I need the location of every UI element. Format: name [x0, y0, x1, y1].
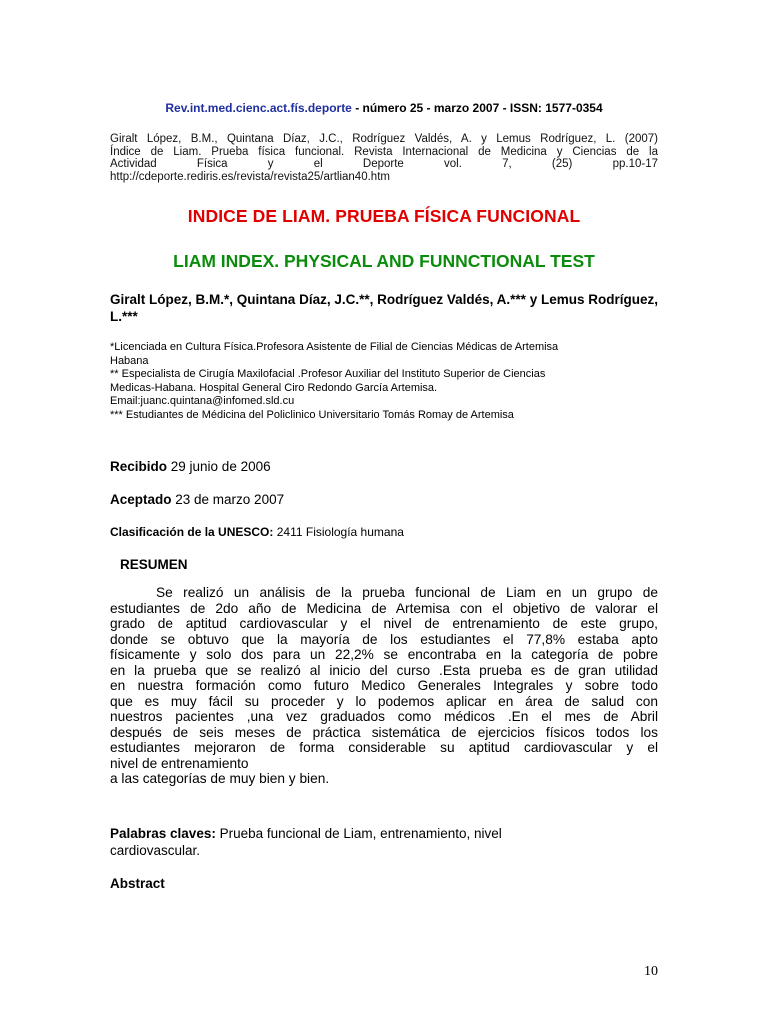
journal-header	[0, 101, 768, 115]
resumen-heading: RESUMEN	[120, 557, 188, 572]
resumen-line: a las categorías de muy bien y bien.	[110, 771, 330, 786]
resumen-body	[110, 585, 658, 787]
title-spanish: INDICE DE LIAM. PRUEBA FÍSICA FUNCIONAL	[187, 206, 581, 226]
resumen-line: físicamente y solo dos para un 22,2% se encontraba en la categoría de pobre	[110, 647, 658, 662]
resumen-line: estudiantes mejoraron de forma considerable su aptitud cardiovascular y el	[110, 740, 658, 755]
unesco-classification	[110, 525, 404, 539]
received-date	[110, 459, 271, 474]
affiliation-line: *Licenciada en Cultura Física.Profesora Asistente de Filial de Ciencias Médicas de Artemisa	[110, 341, 559, 353]
resumen-line: nuestros pacientes ,una vez graduados como médicos .En el mes de Abril	[110, 709, 658, 724]
accepted-value: 23 de marzo 2007	[171, 492, 285, 507]
authors: Giralt López, B.M.*, Quintana Díaz, J.C.**, Rodríguez Valdés, A.*** y Lemus Rodríguez, L.***	[110, 292, 658, 324]
affiliation-line: *** Estudiantes de Médicina del Policlinico Universitario Tomás Romay de Artemisa	[110, 408, 514, 421]
title-english: LIAM INDEX. PHYSICAL AND FUNNCTIONAL TEST	[173, 251, 595, 271]
journal-issue-details: - número 25 - marzo 2007 - ISSN: 1577-0354	[351, 101, 603, 115]
citation-url: http://cdeporte.rediris.es/revista/revista25/artlian40.htm	[110, 170, 390, 183]
affiliation-line: Medicas-Habana. Hospital General Ciro Redondo García Artemisa.	[110, 381, 438, 394]
accepted-label: Aceptado	[110, 492, 172, 507]
resumen-line: después de seis meses de práctica sistemática de ejercicios físicos todos los	[110, 724, 658, 740]
affiliation-line: Habana	[110, 354, 149, 367]
resumen-line: en la prueba que se realizó al inicio del curso .Esta prueba es de gran utilidad	[110, 662, 658, 678]
resumen-line: que es muy fácil su proceder y lo podemos aplicar en área de salud con	[110, 693, 658, 709]
unesco-value: 2411 Fisiología humana	[273, 525, 404, 539]
resumen-line: en nuestra formación como futuro Medico Generales Integrales y sobre todo	[110, 678, 658, 693]
accepted-date	[110, 492, 284, 507]
affiliation-email: Email:juanc.quintana@infomed.sld.cu	[110, 395, 295, 408]
unesco-label: Clasificación de la UNESCO:	[110, 525, 274, 539]
citation-block	[110, 133, 658, 183]
received-value: 29 junio de 2006	[167, 459, 271, 474]
citation-line: Giralt López, B.M., Quintana Díaz, J.C., Rodríguez Valdés, A. y Lemus Rodríguez, L. (2007)	[110, 133, 658, 145]
citation-line: Índice de Liam. Prueba física funcional. Revista Internacional de Medicina y Ciencias de la	[110, 145, 658, 158]
resumen-line: donde se obtuvo que la mayoría de los estudiantes el 77,8% estaba apto	[110, 631, 658, 647]
affiliations	[110, 341, 658, 423]
received-label: Recibido	[110, 459, 168, 474]
journal-name: Rev.int.med.cienc.act.fís.deporte	[165, 101, 352, 115]
citation-line: Actividad Física y el Deporte vol. 7, (25) pp.10-17	[110, 158, 658, 171]
resumen-line: Se realizó un análisis de la prueba funcional de Liam en un grupo de	[156, 585, 658, 600]
page-number: 10	[644, 964, 658, 979]
abstract-heading: Abstract	[110, 876, 165, 891]
affiliation-line: ** Especialista de Cirugía Maxilofacial .Profesor Auxiliar del Instituto Superior de Ciencias	[110, 368, 546, 381]
keywords-value: Prueba funcional de Liam, entrenamiento, nivel cardiovascular.	[110, 826, 502, 858]
keywords-label: Palabras claves:	[110, 826, 216, 841]
resumen-line: nivel de entrenamiento	[110, 755, 249, 771]
resumen-line: estudiantes de 2do año de Medicina de Artemisa con el objetivo de valorar el	[110, 600, 658, 616]
keywords	[110, 826, 580, 859]
resumen-line: grado de aptitud cardiovascular y el nivel de entrenamiento de este grupo,	[110, 616, 658, 631]
